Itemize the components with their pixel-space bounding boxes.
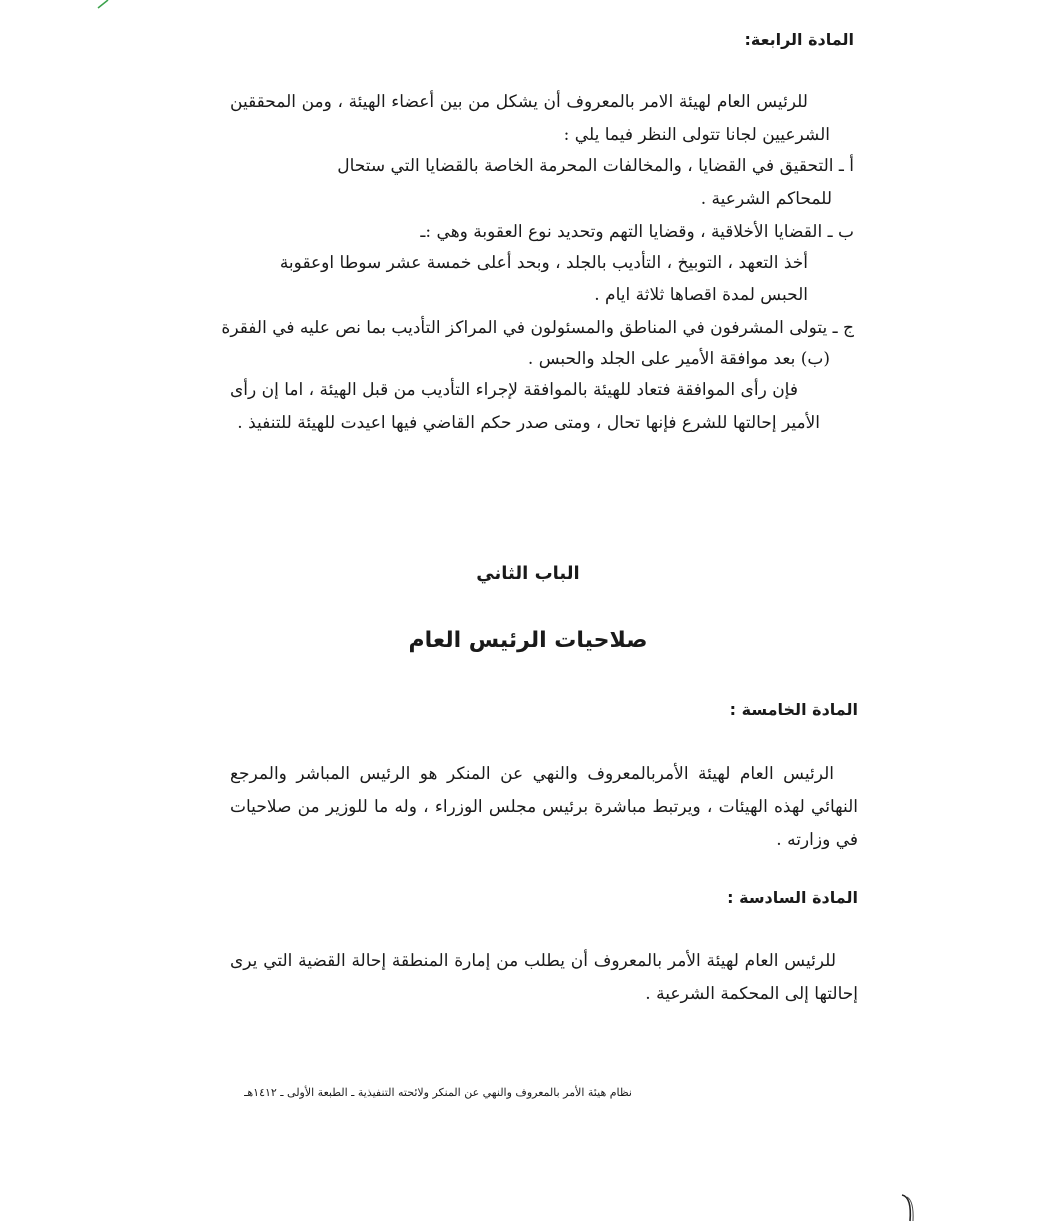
article-4-item-a-line1: أ ـ التحقيق في القضايا ، والمخالفات المحرمة الخاصة بالقضايا التي ستحال — [337, 156, 854, 176]
part-title: الباب الثاني — [476, 563, 580, 584]
binding-mark-icon — [898, 1193, 918, 1223]
article-4-intro: للرئيس العام لهيئة الامر بالمعروف أن يشكل من بين أعضاء الهيئة ، ومن المحققين الشرعيين لجانا تتولى النظر فيما يلي : — [230, 92, 830, 145]
article-6-heading: المادة السادسة : — [727, 888, 858, 907]
article-4-item-c-line1: ج ـ يتولى المشرفون في المناطق والمسئولون في المراكز التأديب بما نص عليه في الفقرة — [221, 318, 854, 338]
footer-note: نظام هيئة الأمر بالمعروف والنهي عن المنكر ولائحته التنفيذية ـ الطبعة الأولى ـ ١٤١٢هـ — [244, 1086, 632, 1099]
corner-mark-icon — [96, 0, 116, 10]
article-4-heading: المادة الرابعة: — [744, 30, 854, 49]
article-6-body: للرئيس العام لهيئة الأمر بالمعروف أن يطلب من إمارة المنطقة إحالة القضية التي يرى إحالتها إلى المحكمة الشرعية . — [230, 951, 858, 1004]
article-4-item-b-line1: ب ـ القضايا الأخلاقية ، وقضايا التهم وتحديد نوع العقوبة وهي :ـ — [420, 222, 854, 242]
article-5-heading: المادة الخامسة : — [729, 700, 858, 719]
part-subtitle: صلاحيات الرئيس العام — [408, 628, 648, 653]
article-4-item-b-line3: الحبس لمدة اقصاها ثلاثة ايام . — [594, 285, 808, 305]
article-4-closing: فإن رأى الموافقة فتعاد للهيئة بالموافقة لإجراء التأديب من قبل الهيئة ، اما إن رأى الأمير إحالتها للشرع فإنها تحال ، ومتى صدر حكم القاضي فيها اعيدت للهيئة للتنفيذ . — [230, 380, 820, 433]
article-4-item-c-line2: (ب) بعد موافقة الأمير على الجلد والحبس . — [527, 349, 830, 369]
article-4-item-a-line2: للمحاكم الشرعية . — [700, 189, 832, 209]
article-5-body: الرئيس العام لهيئة الأمربالمعروف والنهي عن المنكر هو الرئيس المباشر والمرجع النهائي لهذه الهيئات ، ويرتبط مباشرة برئيس مجلس الوزراء ، وله ما للوزير من صلاحيات في وزارته . — [230, 764, 858, 850]
article-4-item-b-line2: أخذ التعهد ، التوبيخ ، التأديب بالجلد ، وبحد أعلى خمسة عشر سوطا اوعقوبة — [279, 253, 808, 273]
